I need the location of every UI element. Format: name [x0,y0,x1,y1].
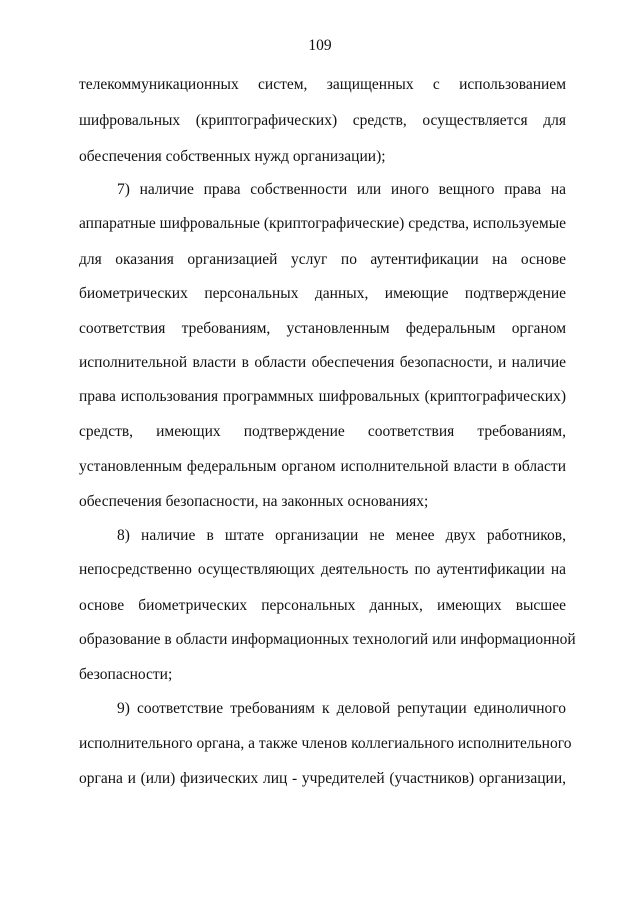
paragraph-7-first-line: 7) наличие права собственности или иного вещного права на [117,181,566,198]
text-line: безопасности; [79,666,173,683]
text-line: шифровальных (криптографических) средств, осуществляется для [79,112,566,129]
text-line: телекоммуникационных систем, защищенных с использованием [79,76,566,93]
text-line: обеспечения безопасности, на законных основаниях; [79,493,429,510]
text-line: установленным федеральным органом исполнительной власти в области [79,458,566,475]
page-number: 109 [308,37,332,54]
paragraph-8-first-line: 8) наличие в штате организации не менее двух работников, [117,527,566,544]
text-line: обеспечения собственных нужд организации); [79,148,386,165]
text-line: права использования программных шифровальных (криптографических) [79,388,566,405]
text-line: аппаратные шифровальные (криптографические) средства, используемые [79,215,566,232]
text-line: биометрических персональных данных, имеющие подтверждение [79,285,566,302]
text-line: исполнительного органа, а также членов коллегиального исполнительного [79,735,572,752]
text-line: для оказания организацией услуг по аутентификации на основе [79,251,566,268]
text-line: основе биометрических персональных данных, имеющих высшее [79,597,566,614]
text-line: исполнительной власти в области обеспечения безопасности, и наличие [79,354,566,371]
paragraph-9-first-line: 9) соответствие требованиям к деловой репутации единоличного [117,700,566,717]
text-line: образование в области информационных технологий или информационной [79,631,576,648]
text-line: непосредственно осуществляющих деятельность по аутентификации на [79,561,566,578]
text-line: средств, имеющих подтверждение соответствия требованиям, [79,423,566,440]
text-line: органа и (или) физических лиц - учредителей (участников) организации, [79,770,566,787]
text-line: соответствия требованиям, установленным федеральным органом [79,320,566,337]
